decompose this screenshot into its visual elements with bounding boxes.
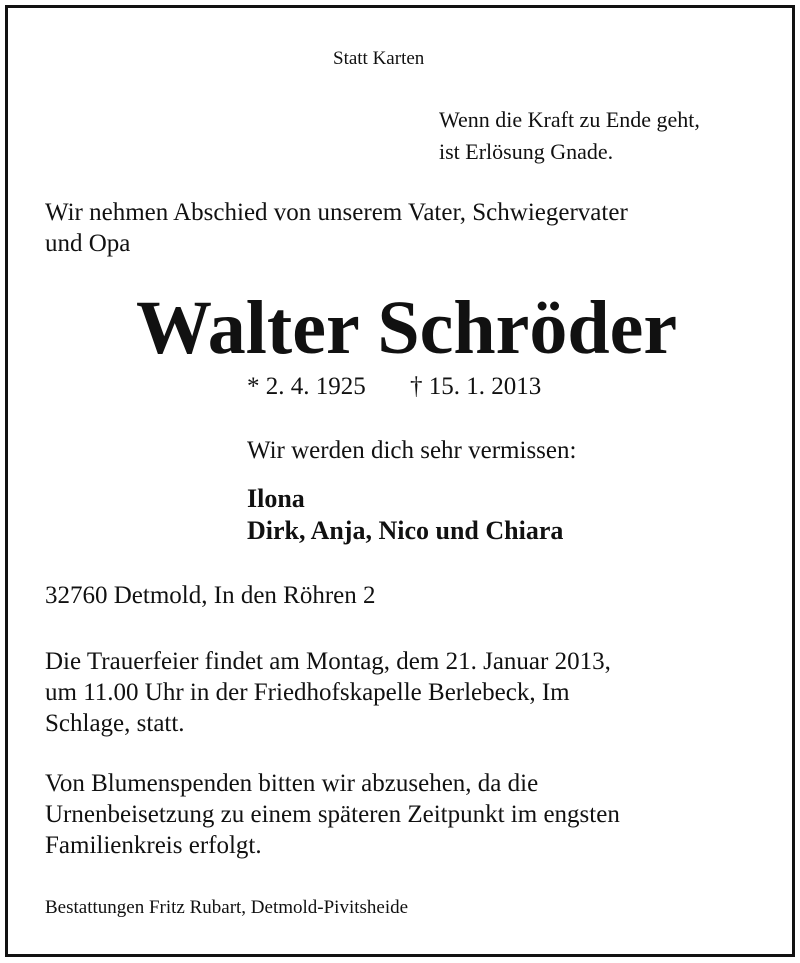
header-text: Statt Karten xyxy=(333,48,425,69)
miss-line: Wir werden dich sehr vermissen: xyxy=(247,437,577,464)
birth-date: * 2. 4. 1925 xyxy=(247,373,366,400)
funeral-info xyxy=(45,646,611,739)
funeral-line-3: Schlage, statt. xyxy=(45,710,185,737)
flowers-line-3: Familienkreis erfolgt. xyxy=(45,832,262,859)
funeral-line-2: um 11.00 Uhr in der Friedhofskapelle Berlebeck, Im xyxy=(45,679,570,706)
undertaker: Bestattungen Fritz Rubart, Detmold-Pivitsheide xyxy=(45,897,409,918)
farewell-text xyxy=(45,197,628,259)
flowers-line-1: Von Blumenspenden bitten wir abzusehen, da die xyxy=(45,770,539,797)
funeral-line-1: Die Trauerfeier findet am Montag, dem 21. Januar 2013, xyxy=(45,648,611,675)
address: 32760 Detmold, In den Röhren 2 xyxy=(45,582,376,609)
motto-line-1: Wenn die Kraft zu Ende geht, xyxy=(439,107,700,132)
farewell-line-1: Wir nehmen Abschied von unserem Vater, Schwiegervater xyxy=(45,199,628,226)
death-date: † 15. 1. 2013 xyxy=(410,373,542,400)
motto-line-2: ist Erlösung Gnade. xyxy=(439,139,614,164)
family-line-2: Dirk, Anja, Nico und Chiara xyxy=(247,516,564,545)
motto-quote xyxy=(439,104,700,168)
farewell-line-2: und Opa xyxy=(45,230,131,257)
flowers-info xyxy=(45,768,620,861)
family-names xyxy=(247,483,563,547)
deceased-name: Walter Schröder xyxy=(136,286,678,370)
flowers-line-2: Urnenbeisetzung zu einem späteren Zeitpunkt im engsten xyxy=(45,801,620,828)
family-line-1: Ilona xyxy=(247,484,305,513)
